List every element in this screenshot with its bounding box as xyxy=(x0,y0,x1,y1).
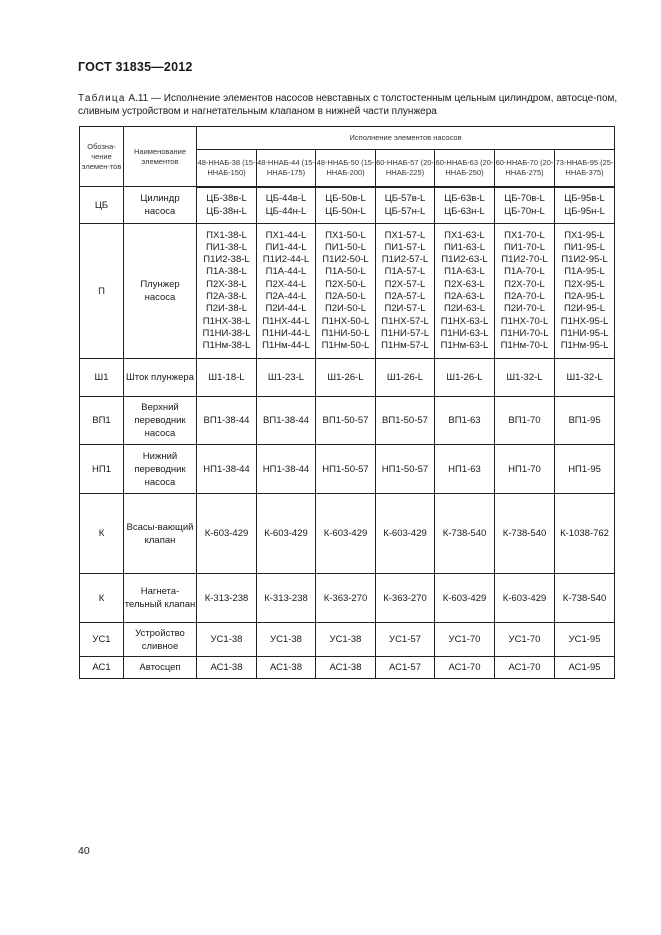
header-pump-column: 48-ННАБ-38 (15-ННАБ-150) xyxy=(197,150,257,187)
table-cell: К-603-429 xyxy=(376,494,435,574)
row-designation: ЦБ xyxy=(80,187,124,224)
table-cell: ПХ1-63-L ПИ1-63-L П1И2-63-L П1А-63-L П2Х-63-L П2А-63-L П2И-63-L П1НХ-63-L П1НИ-63-L П1Нм-63-L xyxy=(435,224,495,359)
table-cell: ВП1-38-44 xyxy=(197,397,257,445)
header-pump-column: 60-ННАБ-63 (20-ННАБ-250) xyxy=(435,150,495,187)
table-cell: ПХ1-44-L ПИ1-44-L П1И2-44-L П1А-44-L П2Х-44-L П2А-44-L П2И-44-L П1НХ-44-L П1НИ-44-L П1Нм-44-L xyxy=(257,224,316,359)
row-designation: УС1 xyxy=(80,623,124,657)
table-caption-label: Таблица xyxy=(78,93,126,104)
table-cell: К-363-270 xyxy=(376,574,435,623)
table-cell: УС1-95 xyxy=(555,623,615,657)
table-row xyxy=(80,397,615,445)
table-row xyxy=(80,494,615,574)
table-cell: ЦБ-44в-L ЦБ-44н-L xyxy=(257,187,316,224)
table-cell: ВП1-70 xyxy=(495,397,555,445)
table-cell: К-603-429 xyxy=(257,494,316,574)
table-caption xyxy=(78,92,618,118)
table-row xyxy=(80,187,615,224)
table-cell: К-603-429 xyxy=(316,494,376,574)
table-cell: ВП1-50-57 xyxy=(316,397,376,445)
table-cell: ЦБ-63в-L ЦБ-63н-L xyxy=(435,187,495,224)
table-cell: ПХ1-95-L ПИ1-95-L П1И2-95-L П1А-95-L П2Х-95-L П2А-95-L П2И-95-L П1НХ-95-L П1НИ-95-L П1Нм-95-L xyxy=(555,224,615,359)
row-element-name: Цилиндр насоса xyxy=(124,187,197,224)
table-cell: К-738-540 xyxy=(555,574,615,623)
table-body xyxy=(80,187,615,679)
table-cell: НП1-70 xyxy=(495,445,555,494)
table-cell: Ш1-32-L xyxy=(495,359,555,397)
row-designation: НП1 xyxy=(80,445,124,494)
table-row xyxy=(80,657,615,679)
row-designation: ВП1 xyxy=(80,397,124,445)
table-cell: ПХ1-38-L ПИ1-38-L П1И2-38-L П1А-38-L П2Х-38-L П2А-38-L П2И-38-L П1НХ-38-L П1НИ-38-L П1Нм-38-L xyxy=(197,224,257,359)
header-pump-column: 48-ННАБ-44 (15-ННАБ-175) xyxy=(257,150,316,187)
table-cell: К-603-429 xyxy=(435,574,495,623)
table-cell: УС1-38 xyxy=(257,623,316,657)
row-element-name: Автосцеп xyxy=(124,657,197,679)
table-cell: ВП1-38-44 xyxy=(257,397,316,445)
table-row xyxy=(80,445,615,494)
table-row xyxy=(80,574,615,623)
table-cell: АС1-70 xyxy=(495,657,555,679)
table-cell: К-363-270 xyxy=(316,574,376,623)
header-element-name: Наименование элементов xyxy=(124,127,197,187)
table-cell: АС1-70 xyxy=(435,657,495,679)
table-cell: АС1-95 xyxy=(555,657,615,679)
table-cell: УС1-57 xyxy=(376,623,435,657)
table-cell: ЦБ-38в-L ЦБ-38н-L xyxy=(197,187,257,224)
header-pump-column: 60-ННАБ-70 (20-ННАБ-275) xyxy=(495,150,555,187)
table-cell: Ш1-26-L xyxy=(435,359,495,397)
table-cell: УС1-38 xyxy=(316,623,376,657)
table-cell: УС1-70 xyxy=(435,623,495,657)
table-cell: Ш1-26-L xyxy=(316,359,376,397)
table-row xyxy=(80,359,615,397)
table-cell: АС1-38 xyxy=(197,657,257,679)
table-cell: Ш1-23-L xyxy=(257,359,316,397)
row-designation: Ш1 xyxy=(80,359,124,397)
table-cell: НП1-50-57 xyxy=(376,445,435,494)
table-cell: ПХ1-57-L ПИ1-57-L П1И2-57-L П1А-57-L П2Х-57-L П2А-57-L П2И-57-L П1НХ-57-L П1НИ-57-L П1Нм-57-L xyxy=(376,224,435,359)
table-cell: К-738-540 xyxy=(495,494,555,574)
row-element-name: Нагнета-тельный клапан xyxy=(124,574,197,623)
table-cell: УС1-70 xyxy=(495,623,555,657)
table-cell: К-313-238 xyxy=(197,574,257,623)
row-element-name: Шток плунжера xyxy=(124,359,197,397)
table-cell: Ш1-26-L xyxy=(376,359,435,397)
row-element-name: Верхний переводник насоса xyxy=(124,397,197,445)
standard-title: ГОСТ 31835—2012 xyxy=(78,60,193,74)
table-cell: К-313-238 xyxy=(257,574,316,623)
table-cell: Ш1-18-L xyxy=(197,359,257,397)
table-cell: К-738-540 xyxy=(435,494,495,574)
table-cell: К-603-429 xyxy=(197,494,257,574)
row-designation: К xyxy=(80,494,124,574)
table-cell: ПХ1-50-L ПИ1-50-L П1И2-50-L П1А-50-L П2Х-50-L П2А-50-L П2И-50-L П1НХ-50-L П1НИ-50-L П1Нм-50-L xyxy=(316,224,376,359)
table-cell: АС1-38 xyxy=(257,657,316,679)
table-cell: УС1-38 xyxy=(197,623,257,657)
row-element-name: Всасы-вающий клапан xyxy=(124,494,197,574)
table-cell: НП1-38-44 xyxy=(257,445,316,494)
table-cell: К-1038-762 xyxy=(555,494,615,574)
header-pump-execution: Исполнение элементов насосов xyxy=(197,127,615,150)
header-designation: Обозна-чение элемен-тов xyxy=(80,127,124,187)
table-cell: ПХ1-70-L ПИ1-70-L П1И2-70-L П1А-70-L П2Х-70-L П2А-70-L П2И-70-L П1НХ-70-L П1НИ-70-L П1Нм-70-L xyxy=(495,224,555,359)
row-designation: П xyxy=(80,224,124,359)
header-pump-column: 48-ННАБ-50 (15-ННАБ-200) xyxy=(316,150,376,187)
table-row xyxy=(80,224,615,359)
table-cell: АС1-38 xyxy=(316,657,376,679)
table-cell: НП1-50-57 xyxy=(316,445,376,494)
table-caption-text: А.11 — Исполнение элементов насосов невставных с толстостенным цельным цилиндром, автосце-пом, сливным устройством и нагнетательным клапаном в нижней части плунжера xyxy=(78,93,618,117)
row-element-name: Плунжер насоса xyxy=(124,224,197,359)
row-element-name: Нижний переводник насоса xyxy=(124,445,197,494)
table-row xyxy=(80,623,615,657)
table-cell: НП1-63 xyxy=(435,445,495,494)
row-designation: АС1 xyxy=(80,657,124,679)
table-cell: НП1-95 xyxy=(555,445,615,494)
header-pump-column: 60-ННАБ-57 (20-ННАБ-225) xyxy=(376,150,435,187)
table-cell: ЦБ-95в-L ЦБ-95н-L xyxy=(555,187,615,224)
table-cell: К-603-429 xyxy=(495,574,555,623)
table-cell: АС1-57 xyxy=(376,657,435,679)
table-cell: НП1-38-44 xyxy=(197,445,257,494)
table-cell: ЦБ-50в-L ЦБ-50н-L xyxy=(316,187,376,224)
table-cell: Ш1-32-L xyxy=(555,359,615,397)
row-element-name: Устройство сливное xyxy=(124,623,197,657)
header-pump-column: 73-ННАБ-95 (25-ННАБ-375) xyxy=(555,150,615,187)
pump-elements-table xyxy=(79,126,615,679)
row-designation: К xyxy=(80,574,124,623)
table-cell: ВП1-50-57 xyxy=(376,397,435,445)
table-cell: ЦБ-70в-L ЦБ-70н-L xyxy=(495,187,555,224)
table-cell: ВП1-63 xyxy=(435,397,495,445)
table-cell: ВП1-95 xyxy=(555,397,615,445)
page-number: 40 xyxy=(78,845,90,857)
table-cell: ЦБ-57в-L ЦБ-57н-L xyxy=(376,187,435,224)
